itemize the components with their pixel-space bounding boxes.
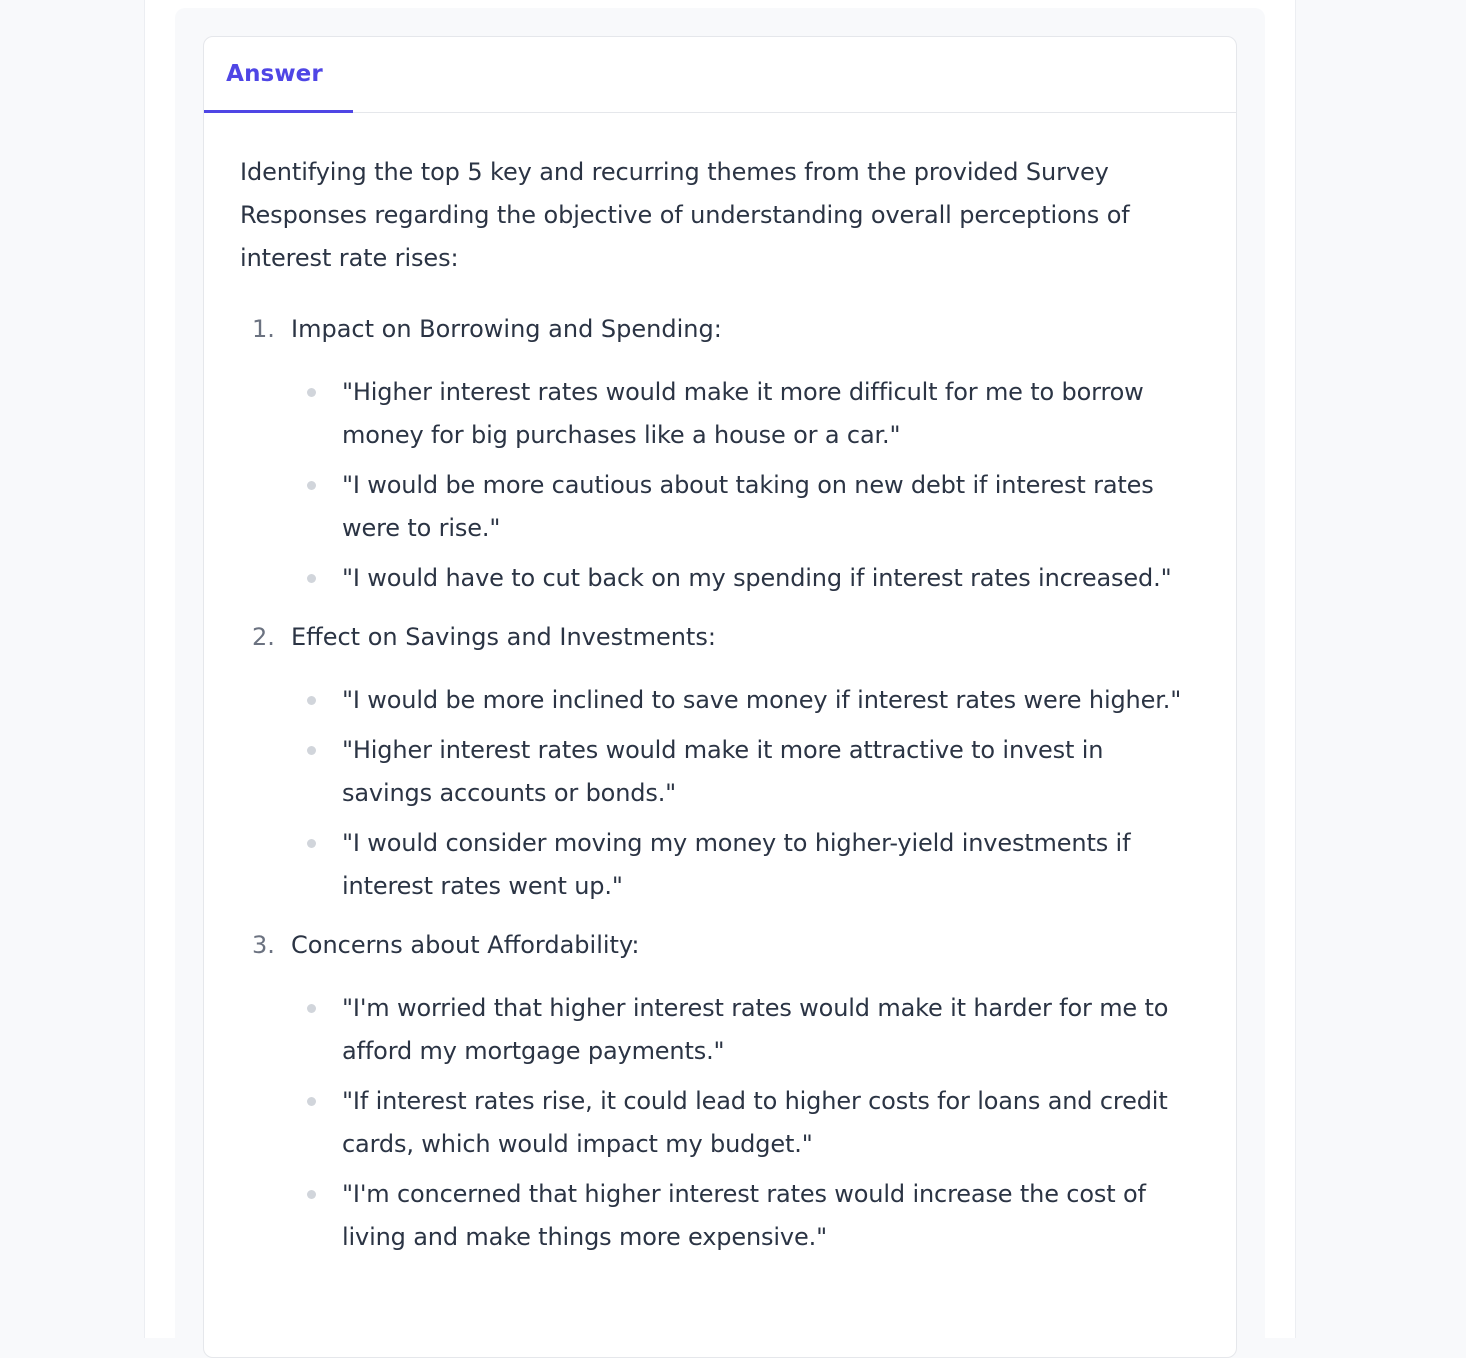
- page-column: [144, 0, 1296, 1338]
- theme-title: Effect on Savings and Investments:: [291, 623, 716, 651]
- answer-content: [204, 113, 1236, 1259]
- theme-title: Concerns about Affordability:: [291, 931, 640, 959]
- quote-item: [291, 729, 1200, 815]
- quote-text: "I'm worried that higher interest rates would make it harder for me to afford my mortgage payments.": [342, 994, 1169, 1065]
- bullet-dot-icon: [307, 388, 316, 397]
- quote-item: [291, 464, 1200, 550]
- quote-item: [291, 987, 1200, 1073]
- quote-item: [291, 679, 1200, 722]
- quote-text: "I would have to cut back on my spending if interest rates increased.": [342, 564, 1172, 592]
- bullet-dot-icon: [307, 574, 316, 583]
- theme-item: [240, 924, 1200, 1259]
- bullet-dot-icon: [307, 1190, 316, 1199]
- quote-text: "I would be more inclined to save money if interest rates were higher.": [342, 686, 1182, 714]
- answer-intro: Identifying the top 5 key and recurring themes from the provided Survey Responses regarding the objective of understanding overall perceptions of interest rate rises:: [240, 158, 1130, 272]
- theme-number: 3.: [252, 931, 275, 959]
- theme-list: [240, 308, 1200, 1259]
- bullet-dot-icon: [307, 1004, 316, 1013]
- theme-number: 2.: [252, 623, 275, 651]
- quote-item: [291, 1080, 1200, 1166]
- quote-list: [291, 679, 1200, 908]
- quote-text: "I'm concerned that higher interest rates would increase the cost of living and make things more expensive.": [342, 1180, 1146, 1251]
- quote-text: "If interest rates rise, it could lead to higher costs for loans and credit cards, which would impact my budget.": [342, 1087, 1168, 1158]
- quote-text: "Higher interest rates would make it more difficult for me to borrow money for big purchases like a house or a car.": [342, 378, 1144, 449]
- bullet-dot-icon: [307, 696, 316, 705]
- bullet-dot-icon: [307, 481, 316, 490]
- theme-item: [240, 616, 1200, 908]
- answer-card: [203, 36, 1237, 1358]
- bullet-dot-icon: [307, 1097, 316, 1106]
- quote-text: "I would be more cautious about taking on new debt if interest rates were to rise.": [342, 471, 1154, 542]
- quote-list: [291, 987, 1200, 1259]
- theme-title: Impact on Borrowing and Spending:: [291, 315, 722, 343]
- quote-text: "Higher interest rates would make it more attractive to invest in savings accounts or bonds.": [342, 736, 1104, 807]
- quote-text: "I would consider moving my money to higher-yield investments if interest rates went up.": [342, 829, 1131, 900]
- quote-item: [291, 371, 1200, 457]
- bullet-dot-icon: [307, 746, 316, 755]
- quote-item: [291, 557, 1200, 600]
- tab-answer[interactable]: [204, 37, 353, 113]
- quote-item: [291, 1173, 1200, 1259]
- quote-item: [291, 822, 1200, 908]
- quote-list: [291, 371, 1200, 600]
- theme-item: [240, 308, 1200, 600]
- tab-answer-label: Answer: [226, 60, 323, 87]
- tab-bar: [204, 37, 1236, 113]
- theme-number: 1.: [252, 315, 275, 343]
- answer-panel: [175, 8, 1265, 1348]
- bullet-dot-icon: [307, 839, 316, 848]
